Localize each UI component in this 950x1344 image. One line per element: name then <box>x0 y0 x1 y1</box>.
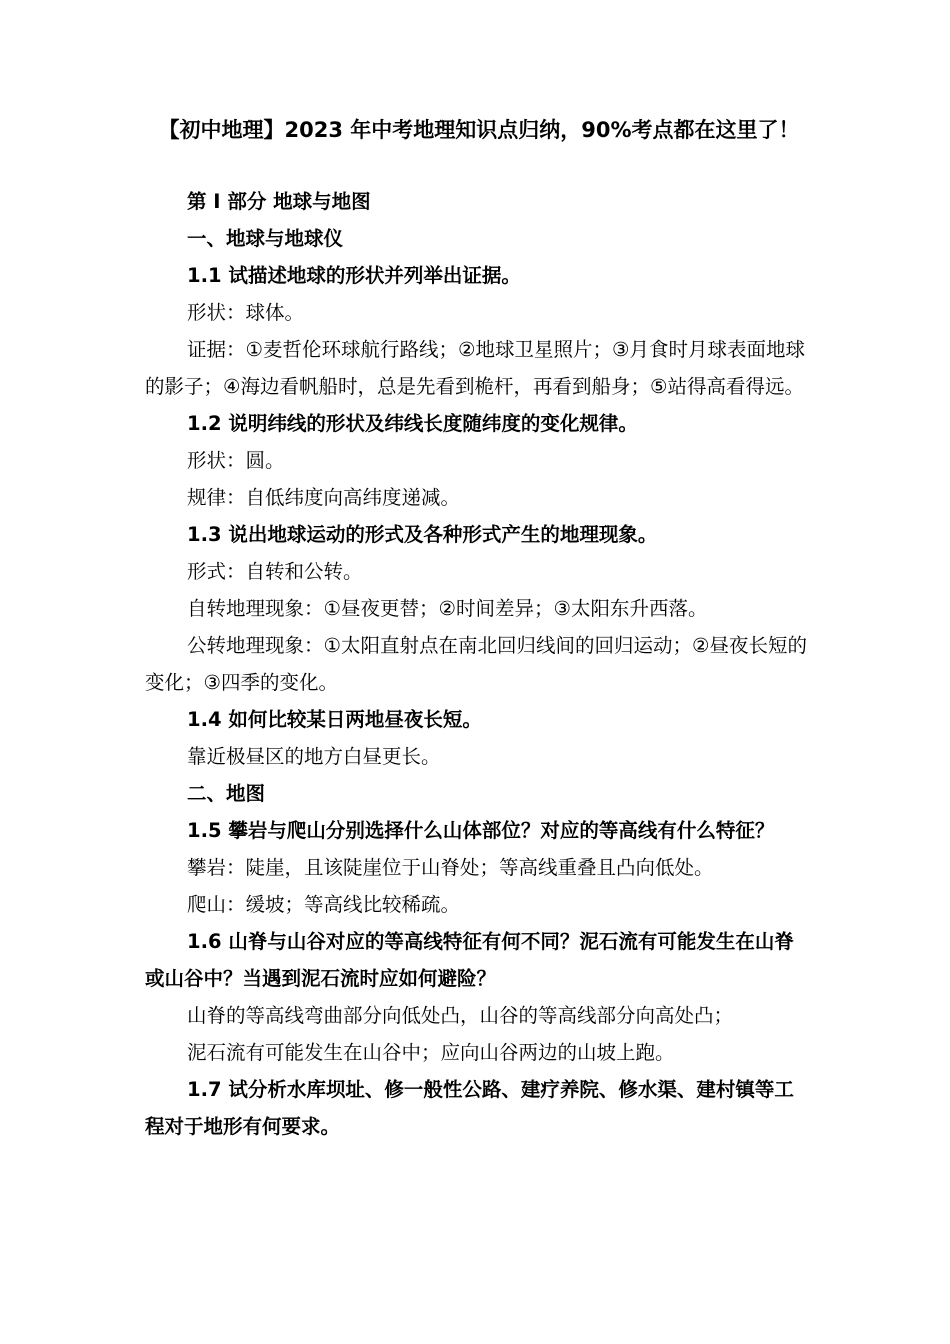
part-heading: 第 I 部分 地球与地图 <box>187 190 371 213</box>
answer-text: 山脊的等高线弯曲部分向低处凸，山谷的等高线部分向高处凸； <box>187 1004 734 1027</box>
answer-text: 泥石流有可能发生在山谷中；应向山谷两边的山坡上跑。 <box>187 1041 675 1064</box>
section-heading: 一、地球与地球仪 <box>187 227 344 250</box>
answer-text: 形状：圆。 <box>187 449 285 472</box>
question-heading: 1.2 说明纬线的形状及纬线长度随纬度的变化规律。 <box>187 412 638 435</box>
question-heading: 1.4 如何比较某日两地昼夜长短。 <box>187 708 482 731</box>
section-heading: 二、地图 <box>187 782 266 805</box>
answer-text: 靠近极昼区的地方白昼更长。 <box>187 745 441 768</box>
answer-text: 爬山：缓坡；等高线比较稀疏。 <box>187 893 461 916</box>
question-heading: 1.5 攀岩与爬山分别选择什么山体部位？对应的等高线有什么特征？ <box>187 819 775 842</box>
question-heading: 1.3 说出地球运动的形式及各种形式产生的地理现象。 <box>187 523 658 546</box>
answer-text: 自转地理现象：①昼夜更替；②时间差异；③太阳东升西落。 <box>187 597 708 620</box>
document-page <box>145 112 813 1145</box>
document-title: 【初中地理】2023 年中考地理知识点归纳，90%考点都在这里了！ <box>158 118 800 142</box>
answer-text: 攀岩：陡崖，且该陡崖位于山脊处；等高线重叠且凸向低处。 <box>187 856 714 879</box>
answer-text: 公转地理现象：①太阳直射点在南北回归线间的回归运动；②昼夜长短的变化；③四季的变化。 <box>145 634 807 694</box>
answer-text: 规律：自低纬度向高纬度递减。 <box>187 486 461 509</box>
answer-text: 形式：自转和公转。 <box>187 560 363 583</box>
answer-text: 证据：①麦哲伦环球航行路线；②地球卫星照片；③月食时月球表面地球的影子；④海边看帆船时，总是先看到桅杆，再看到船身；⑤站得高看得远。 <box>145 338 805 398</box>
question-heading: 1.6 山脊与山谷对应的等高线特征有何不同？泥石流有可能发生在山脊或山谷中？当遇到泥石流时应如何避险？ <box>145 930 794 990</box>
answer-text: 形状：球体。 <box>187 301 305 324</box>
question-heading: 1.7 试分析水库坝址、修一般性公路、建疗养院、修水渠、建村镇等工程对于地形有何要求。 <box>145 1078 794 1138</box>
question-heading: 1.1 试描述地球的形状并列举出证据。 <box>187 264 521 287</box>
